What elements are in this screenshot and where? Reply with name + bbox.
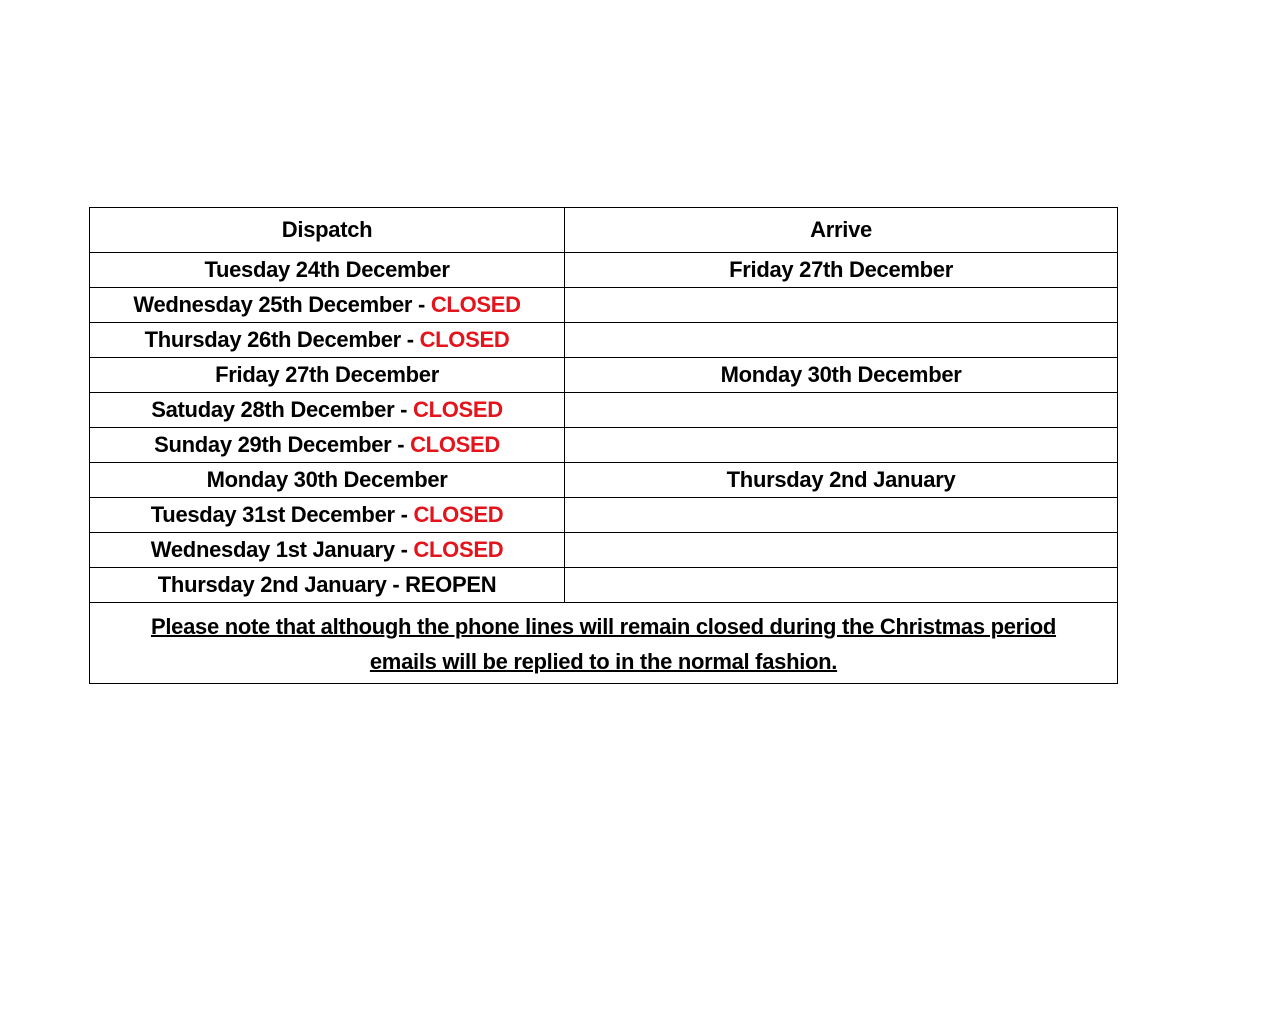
- dispatch-cell: [90, 568, 565, 603]
- arrive-cell: [565, 323, 1118, 358]
- table-row: [90, 393, 1118, 428]
- arrive-cell: [565, 533, 1118, 568]
- dispatch-cell: [90, 253, 565, 288]
- arrive-cell: [565, 498, 1118, 533]
- dispatch-cell: [90, 323, 565, 358]
- separator: -: [394, 397, 414, 422]
- note-line-2: emails will be replied to in the normal fashion.: [369, 649, 838, 674]
- table-row: [90, 498, 1118, 533]
- dispatch-cell: [90, 393, 565, 428]
- table-row: [90, 533, 1118, 568]
- dispatch-cell: [90, 358, 565, 393]
- dispatch-cell: [90, 533, 565, 568]
- dispatch-cell: [90, 498, 565, 533]
- dispatch-date: Sunday 29th December: [154, 432, 392, 457]
- table-row: [90, 323, 1118, 358]
- arrive-cell: [565, 428, 1118, 463]
- dispatch-date: Wednesday 25th December: [133, 292, 413, 317]
- table-row: [90, 463, 1118, 498]
- header-dispatch: Dispatch: [90, 208, 565, 253]
- separator: -: [394, 502, 414, 527]
- separator: -: [400, 327, 420, 352]
- note-row: [90, 603, 1118, 684]
- table-header-row: [90, 208, 1118, 253]
- closed-status: CLOSED: [419, 327, 510, 352]
- dispatch-date: Satuday 28th December: [151, 397, 395, 422]
- christmas-schedule-table: [89, 207, 1118, 684]
- closed-status: CLOSED: [413, 537, 504, 562]
- separator: -: [412, 292, 431, 317]
- arrive-cell: Friday 27th December: [565, 253, 1118, 288]
- table-row: [90, 358, 1118, 393]
- separator: -: [394, 537, 414, 562]
- arrive-cell: [565, 288, 1118, 323]
- closed-status: CLOSED: [410, 432, 500, 457]
- dispatch-cell: [90, 288, 565, 323]
- arrive-cell: Thursday 2nd January: [565, 463, 1118, 498]
- table-row: [90, 288, 1118, 323]
- dispatch-date: Thursday 26th December: [144, 327, 401, 352]
- header-arrive: Arrive: [565, 208, 1118, 253]
- arrive-cell: [565, 568, 1118, 603]
- dispatch-date: Friday 27th December: [215, 362, 439, 387]
- dispatch-date: Wednesday 1st January: [150, 537, 395, 562]
- dispatch-date: Tuesday 31st December: [150, 502, 395, 527]
- closed-status: CLOSED: [413, 502, 504, 527]
- table-row: [90, 568, 1118, 603]
- dispatch-date: Monday 30th December: [206, 467, 448, 492]
- arrive-cell: Monday 30th December: [565, 358, 1118, 393]
- dispatch-date: Tuesday 24th December: [204, 257, 450, 282]
- closed-status: CLOSED: [430, 292, 521, 317]
- separator: -: [391, 432, 411, 457]
- table-row: [90, 428, 1118, 463]
- arrive-cell: [565, 393, 1118, 428]
- dispatch-cell: [90, 463, 565, 498]
- dispatch-date: Thursday 2nd January - REOPEN: [157, 572, 497, 597]
- note-line-1: Please note that although the phone lines will remain closed during the Christmas period: [150, 614, 1057, 639]
- note-cell: [90, 603, 1118, 684]
- closed-status: CLOSED: [413, 397, 503, 422]
- dispatch-cell: [90, 428, 565, 463]
- table-row: [90, 253, 1118, 288]
